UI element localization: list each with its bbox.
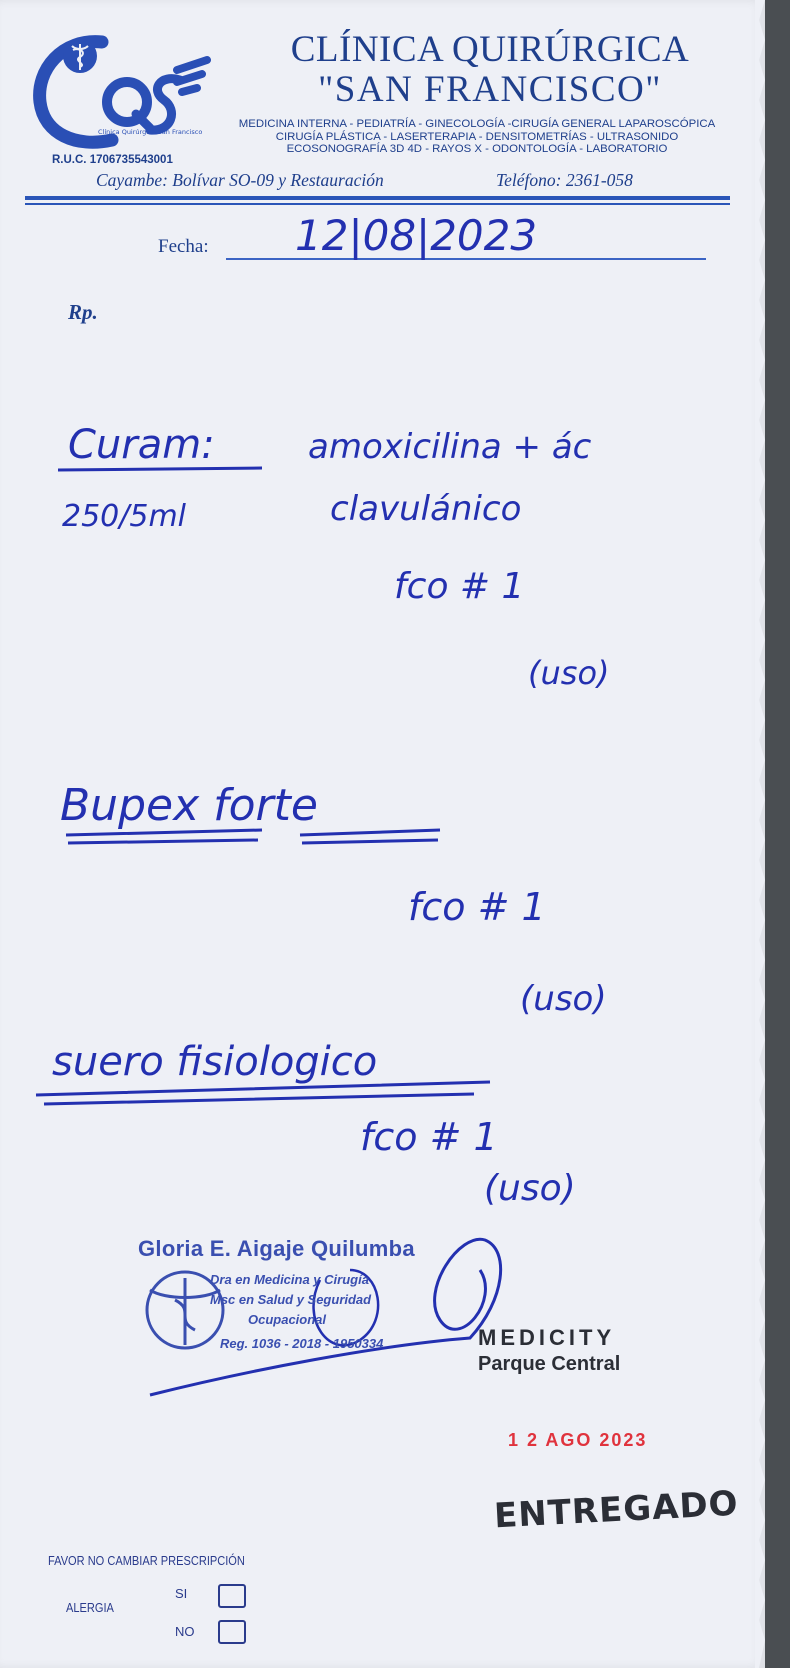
clinic-name-line1: CLÍNICA QUIRÚRGICA	[290, 29, 690, 70]
handwritten-date: 12|08|2023	[295, 211, 538, 260]
allergy-no-label: NO	[175, 1624, 195, 1639]
item3-qty: fco # 1	[360, 1115, 498, 1159]
doctor-registration: Reg. 1036 - 2018 - 1950334	[220, 1336, 384, 1351]
item1-qty: fco # 1	[394, 566, 525, 607]
item2-qty: fco # 1	[408, 885, 546, 929]
item1-name: Curam:	[68, 422, 215, 468]
item1-note: (uso)	[528, 654, 610, 692]
services-line: MEDICINA INTERNA - PEDIATRÍA - GINECOLOGÍA -CIRUGÍA GENERAL LAPAROSCÓPICA	[238, 118, 716, 130]
item3-name: suero fisiologico	[52, 1039, 378, 1085]
stamp-date: 1 2 AGO 2023	[508, 1430, 648, 1450]
item3-note: (uso)	[520, 979, 607, 1019]
allergy-yes-label: SI	[175, 1586, 188, 1601]
doctor-name: Gloria E. Aigaje Quilumba	[138, 1236, 415, 1261]
doctor-stamp	[120, 1236, 520, 1386]
ruc-number: R.U.C. 1706735543001	[52, 154, 173, 166]
rp-label: Rp.	[68, 300, 98, 324]
logo-sub-text: Clínica Quirúrgica San Francisco	[98, 128, 203, 136]
item1-desc1: amoxicilina + ác	[308, 427, 592, 467]
pharmacy-stamp	[478, 1325, 740, 1537]
services-line: CIRUGÍA PLÁSTICA - LASERTERAPIA - DENSITOMETRÍAS - ULTRASONIDO	[275, 130, 679, 143]
delivered-status: ENTREGADO	[493, 1483, 740, 1537]
allergy-yes-checkbox[interactable]	[218, 1584, 246, 1608]
address-text: Cayambe: Bolívar SO-09 y Restauración	[96, 170, 384, 190]
item3-underline	[36, 1082, 490, 1104]
phone-text: Teléfono: 2361-058	[496, 170, 633, 190]
doctor-title-1: Dra en Medicina y Cirugía	[210, 1272, 369, 1287]
no-change-note: FAVOR NO CAMBIAR PRESCRIPCIÓN	[48, 1553, 245, 1568]
item1-underline	[58, 468, 262, 470]
item2-name: Bupex forte	[60, 780, 318, 831]
doctor-title-3: Ocupacional	[248, 1312, 327, 1327]
item1-desc2: clavulánico	[330, 489, 522, 529]
services-line: ECOSONOGRAFÍA 3D 4D - RAYOS X - ODONTOLOGÍA - LABORATORIO	[286, 143, 668, 155]
item3-note2: (uso)	[484, 1168, 576, 1209]
clinic-name-line2: "SAN FRANCISCO"	[318, 69, 662, 110]
item1-dose: 250/5ml	[62, 499, 187, 534]
allergy-label: ALERGIA	[66, 1600, 114, 1615]
doctor-title-2: Msc en Salud y Seguridad	[210, 1292, 372, 1307]
pharmacy-location: Parque Central	[478, 1353, 621, 1375]
date-label: Fecha:	[158, 236, 209, 257]
pharmacy-name: MEDICITY	[478, 1325, 616, 1350]
item2-underline-2	[300, 830, 440, 843]
allergy-no-checkbox[interactable]	[218, 1620, 246, 1644]
item2-underline-1	[66, 830, 262, 843]
